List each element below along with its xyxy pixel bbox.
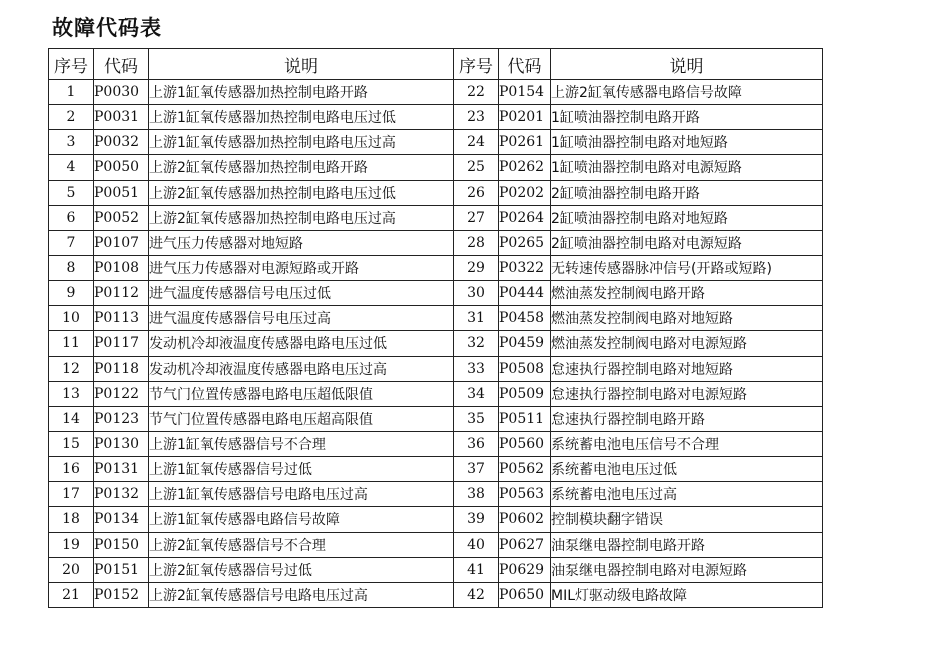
header-code: 代码	[499, 49, 551, 80]
cell-code: P0508	[499, 356, 551, 381]
page-title: 故障代码表	[52, 16, 162, 40]
cell-seq: 5	[49, 180, 94, 205]
cell-seq: 22	[454, 80, 499, 105]
cell-description: 上游1缸氧传感器电路信号故障	[149, 507, 454, 532]
table-row	[49, 130, 823, 155]
cell-seq: 15	[49, 431, 94, 456]
cell-description: 上游2缸氧传感器加热控制电路电压过低	[149, 180, 454, 205]
cell-seq: 40	[454, 532, 499, 557]
table-row	[49, 406, 823, 431]
cell-code: P0650	[499, 582, 551, 607]
cell-code: P0107	[94, 230, 149, 255]
table-row	[49, 306, 823, 331]
cell-description: 上游1缸氧传感器加热控制电路电压过低	[149, 105, 454, 130]
table-row	[49, 180, 823, 205]
cell-seq: 17	[49, 482, 94, 507]
table-row	[49, 532, 823, 557]
cell-description: 系统蓄电池电压信号不合理	[551, 431, 823, 456]
table-row	[49, 507, 823, 532]
cell-code: P0123	[94, 406, 149, 431]
cell-description: 1缸喷油器控制电路开路	[551, 105, 823, 130]
cell-code: P0051	[94, 180, 149, 205]
cell-code: P0262	[499, 155, 551, 180]
cell-code: P0444	[499, 281, 551, 306]
cell-seq: 26	[454, 180, 499, 205]
header-desc: 说明	[551, 49, 823, 80]
cell-code: P0112	[94, 281, 149, 306]
cell-code: P0602	[499, 507, 551, 532]
cell-code: P0151	[94, 557, 149, 582]
cell-description: 2缸喷油器控制电路开路	[551, 180, 823, 205]
cell-code: P0050	[94, 155, 149, 180]
table-row	[49, 356, 823, 381]
cell-code: P0322	[499, 255, 551, 280]
cell-code: P0150	[94, 532, 149, 557]
cell-description: 上游2缸氧传感器电路信号故障	[551, 80, 823, 105]
cell-code: P0511	[499, 406, 551, 431]
cell-seq: 12	[49, 356, 94, 381]
cell-description: 油泵继电器控制电路开路	[551, 532, 823, 557]
cell-seq: 37	[454, 457, 499, 482]
cell-description: 进气温度传感器信号电压过高	[149, 306, 454, 331]
table-header-row	[49, 49, 823, 80]
cell-code: P0264	[499, 205, 551, 230]
cell-description: MIL灯驱动级电路故障	[551, 582, 823, 607]
cell-description: 上游1缸氧传感器信号过低	[149, 457, 454, 482]
cell-seq: 8	[49, 255, 94, 280]
cell-code: P0458	[499, 306, 551, 331]
cell-code: P0563	[499, 482, 551, 507]
cell-description: 油泵继电器控制电路对电源短路	[551, 557, 823, 582]
cell-description: 进气压力传感器对电源短路或开路	[149, 255, 454, 280]
cell-description: 进气温度传感器信号电压过低	[149, 281, 454, 306]
cell-description: 无转速传感器脉冲信号(开路或短路)	[551, 255, 823, 280]
cell-seq: 4	[49, 155, 94, 180]
cell-description: 1缸喷油器控制电路对地短路	[551, 130, 823, 155]
cell-code: P0052	[94, 205, 149, 230]
fault-code-table	[48, 48, 823, 608]
cell-code: P0202	[499, 180, 551, 205]
cell-seq: 24	[454, 130, 499, 155]
cell-code: P0560	[499, 431, 551, 456]
cell-seq: 13	[49, 381, 94, 406]
cell-description: 怠速执行器控制电路对地短路	[551, 356, 823, 381]
cell-seq: 39	[454, 507, 499, 532]
cell-seq: 18	[49, 507, 94, 532]
table-row	[49, 482, 823, 507]
cell-code: P0562	[499, 457, 551, 482]
cell-description: 发动机冷却液温度传感器电路电压过高	[149, 356, 454, 381]
cell-code: P0627	[499, 532, 551, 557]
cell-code: P0154	[499, 80, 551, 105]
cell-seq: 9	[49, 281, 94, 306]
cell-code: P0108	[94, 255, 149, 280]
table-row	[49, 281, 823, 306]
cell-description: 进气压力传感器对地短路	[149, 230, 454, 255]
cell-seq: 1	[49, 80, 94, 105]
cell-description: 上游2缸氧传感器信号电路电压过高	[149, 582, 454, 607]
cell-seq: 19	[49, 532, 94, 557]
cell-description: 节气门位置传感器电路电压超低限值	[149, 381, 454, 406]
cell-seq: 31	[454, 306, 499, 331]
cell-seq: 14	[49, 406, 94, 431]
cell-seq: 33	[454, 356, 499, 381]
cell-description: 上游2缸氧传感器加热控制电路开路	[149, 155, 454, 180]
cell-seq: 36	[454, 431, 499, 456]
cell-seq: 38	[454, 482, 499, 507]
cell-description: 怠速执行器控制电路对电源短路	[551, 381, 823, 406]
header-seq: 序号	[49, 49, 94, 80]
cell-code: P0265	[499, 230, 551, 255]
header-desc: 说明	[149, 49, 454, 80]
cell-seq: 10	[49, 306, 94, 331]
table-row	[49, 105, 823, 130]
cell-seq: 7	[49, 230, 94, 255]
cell-seq: 25	[454, 155, 499, 180]
cell-code: P0201	[499, 105, 551, 130]
cell-description: 怠速执行器控制电路开路	[551, 406, 823, 431]
cell-seq: 16	[49, 457, 94, 482]
header-code: 代码	[94, 49, 149, 80]
cell-seq: 23	[454, 105, 499, 130]
cell-seq: 2	[49, 105, 94, 130]
cell-description: 2缸喷油器控制电路对电源短路	[551, 230, 823, 255]
cell-seq: 30	[454, 281, 499, 306]
table-row	[49, 457, 823, 482]
cell-description: 上游1缸氧传感器信号不合理	[149, 431, 454, 456]
table-row	[49, 155, 823, 180]
cell-description: 上游2缸氧传感器信号过低	[149, 557, 454, 582]
cell-code: P0031	[94, 105, 149, 130]
table-row	[49, 255, 823, 280]
cell-description: 1缸喷油器控制电路对电源短路	[551, 155, 823, 180]
table-row	[49, 331, 823, 356]
cell-seq: 28	[454, 230, 499, 255]
cell-code: P0132	[94, 482, 149, 507]
cell-code: P0130	[94, 431, 149, 456]
cell-description: 燃油蒸发控制阀电路对电源短路	[551, 331, 823, 356]
cell-seq: 3	[49, 130, 94, 155]
table-row	[49, 431, 823, 456]
cell-seq: 27	[454, 205, 499, 230]
cell-seq: 20	[49, 557, 94, 582]
table-row	[49, 557, 823, 582]
table-row	[49, 205, 823, 230]
cell-description: 上游1缸氧传感器加热控制电路开路	[149, 80, 454, 105]
cell-seq: 41	[454, 557, 499, 582]
cell-description: 系统蓄电池电压过低	[551, 457, 823, 482]
table-row	[49, 582, 823, 607]
cell-seq: 35	[454, 406, 499, 431]
cell-seq: 32	[454, 331, 499, 356]
cell-code: P0032	[94, 130, 149, 155]
cell-description: 发动机冷却液温度传感器电路电压过低	[149, 331, 454, 356]
table-row	[49, 230, 823, 255]
cell-description: 控制模块翻字错误	[551, 507, 823, 532]
cell-seq: 6	[49, 205, 94, 230]
cell-description: 燃油蒸发控制阀电路对地短路	[551, 306, 823, 331]
cell-code: P0030	[94, 80, 149, 105]
cell-description: 节气门位置传感器电路电压超高限值	[149, 406, 454, 431]
cell-description: 上游1缸氧传感器加热控制电路电压过高	[149, 130, 454, 155]
cell-description: 上游2缸氧传感器加热控制电路电压过高	[149, 205, 454, 230]
cell-code: P0122	[94, 381, 149, 406]
cell-description: 系统蓄电池电压过高	[551, 482, 823, 507]
cell-code: P0118	[94, 356, 149, 381]
cell-seq: 34	[454, 381, 499, 406]
cell-description: 燃油蒸发控制阀电路开路	[551, 281, 823, 306]
cell-code: P0509	[499, 381, 551, 406]
cell-code: P0261	[499, 130, 551, 155]
table-row	[49, 80, 823, 105]
cell-code: P0629	[499, 557, 551, 582]
cell-seq: 11	[49, 331, 94, 356]
cell-seq: 29	[454, 255, 499, 280]
cell-code: P0459	[499, 331, 551, 356]
cell-code: P0131	[94, 457, 149, 482]
cell-code: P0152	[94, 582, 149, 607]
cell-seq: 21	[49, 582, 94, 607]
header-seq: 序号	[454, 49, 499, 80]
cell-code: P0134	[94, 507, 149, 532]
cell-code: P0113	[94, 306, 149, 331]
cell-description: 上游1缸氧传感器信号电路电压过高	[149, 482, 454, 507]
cell-seq: 42	[454, 582, 499, 607]
cell-description: 上游2缸氧传感器信号不合理	[149, 532, 454, 557]
cell-description: 2缸喷油器控制电路对地短路	[551, 205, 823, 230]
table-row	[49, 381, 823, 406]
cell-code: P0117	[94, 331, 149, 356]
